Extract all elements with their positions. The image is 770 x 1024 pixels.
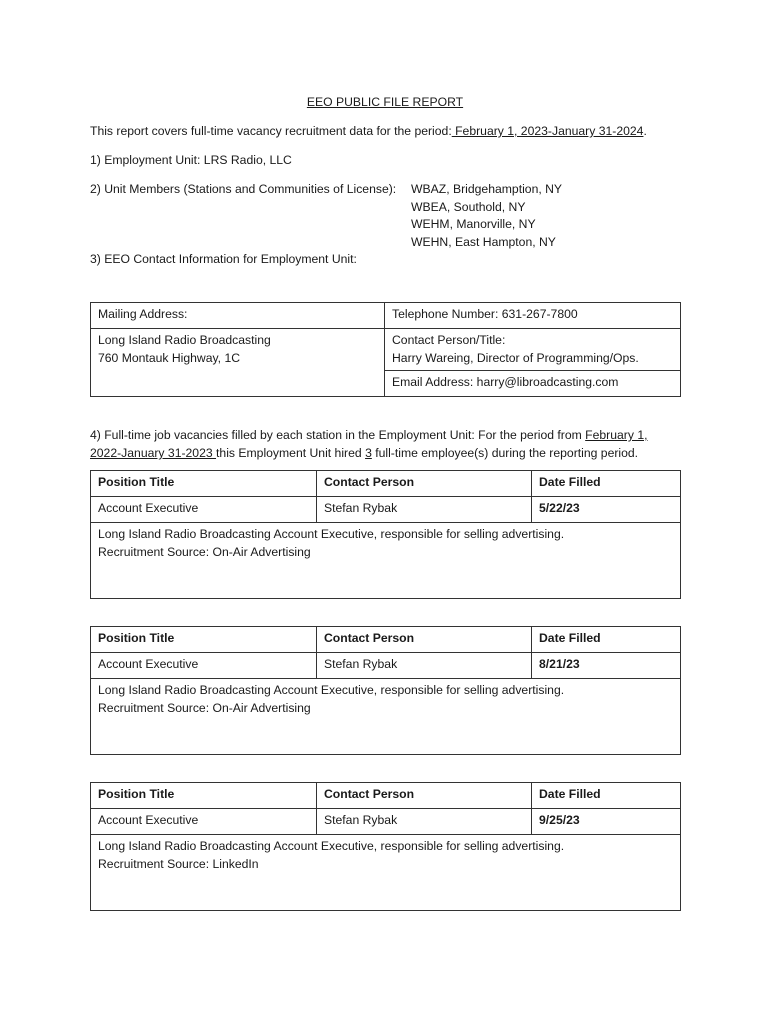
job-description: Long Island Radio Broadcasting Account Executive, responsible for selling advertising. [98,527,565,541]
report-period-line [90,124,647,138]
position-title: Account Executive [91,497,317,523]
position-title-header: Position Title [91,783,317,809]
vacancies-intro [90,426,648,462]
report-period-end: . [643,124,647,138]
contact-person-header: Contact Person [317,627,532,653]
report-period-dates: February 1, 2023-January 31-2024 [451,124,644,138]
position-title: Account Executive [91,809,317,835]
mailing-address-line1: Long Island Radio Broadcasting [98,333,271,347]
report-period-text: This report covers full-time vacancy recruitment data for the period: [90,124,452,138]
job-description-cell [91,835,681,911]
mailing-address-line2: 760 Montauk Highway, 1C [98,350,241,365]
date-filled-header: Date Filled [532,627,681,653]
contact-person: Stefan Rybak [317,809,532,835]
contact-person-label: Contact Person/Title: [392,333,506,347]
station-item: WBAZ, Bridgehamption, NY [411,182,563,196]
vacancies-hired-count: 3 [365,446,372,460]
vacancies-hired-text-end: full-time employee(s) during the reporting period. [371,446,639,460]
job-description-cell [91,523,681,599]
mailing-address-cell [91,329,385,397]
email-address: Email Address: harry@libroadcasting.com [385,371,681,397]
contact-person-header: Contact Person [317,471,532,497]
eeo-contact-label: 3) EEO Contact Information for Employment Unit: [90,252,357,266]
unit-members-list [411,181,562,252]
station-item: WEHN, East Hampton, NY [411,235,556,250]
date-filled-header: Date Filled [532,783,681,809]
vacancies-hired-text: this Employment Unit hired [216,446,366,460]
contact-person-value: Harry Wareing, Director of Programming/Ops. [392,350,639,365]
station-item: WEHM, Manorville, NY [411,217,536,232]
mailing-address-label: Mailing Address: [91,303,385,329]
vacancies-intro-text: 4) Full-time job vacancies filled by each station in the Employment Unit: For the period from [90,428,586,442]
job-table [90,626,681,755]
job-description: Long Island Radio Broadcasting Account Executive, responsible for selling advertising. [98,839,565,853]
job-table [90,470,681,599]
contact-person: Stefan Rybak [317,653,532,679]
job-table [90,782,681,911]
position-title-header: Position Title [91,627,317,653]
date-filled: 9/25/23 [532,809,681,835]
vacancies-period-end: 2022-January 31-2023 [90,446,217,460]
position-title-header: Position Title [91,471,317,497]
date-filled-header: Date Filled [532,471,681,497]
contact-person-header: Contact Person [317,783,532,809]
page-title: EEO PUBLIC FILE REPORT [306,95,464,109]
contact-person: Stefan Rybak [317,497,532,523]
job-description-cell [91,679,681,755]
date-filled: 5/22/23 [532,497,681,523]
recruitment-source: Recruitment Source: On-Air Advertising [98,700,311,715]
contact-info-table [90,302,681,397]
recruitment-source: Recruitment Source: On-Air Advertising [98,544,311,559]
unit-members-label: 2) Unit Members (Stations and Communities of License): [90,182,397,196]
telephone-number: Telephone Number: 631-267-7800 [385,303,681,329]
employment-unit: 1) Employment Unit: LRS Radio, LLC [90,153,292,167]
position-title: Account Executive [91,653,317,679]
contact-person-cell [385,329,681,371]
station-item: WBEA, Southold, NY [411,199,526,214]
vacancies-period-start: February 1, [585,428,648,442]
date-filled: 8/21/23 [532,653,681,679]
recruitment-source: Recruitment Source: LinkedIn [98,856,259,871]
job-description: Long Island Radio Broadcasting Account Executive, responsible for selling advertising. [98,683,565,697]
